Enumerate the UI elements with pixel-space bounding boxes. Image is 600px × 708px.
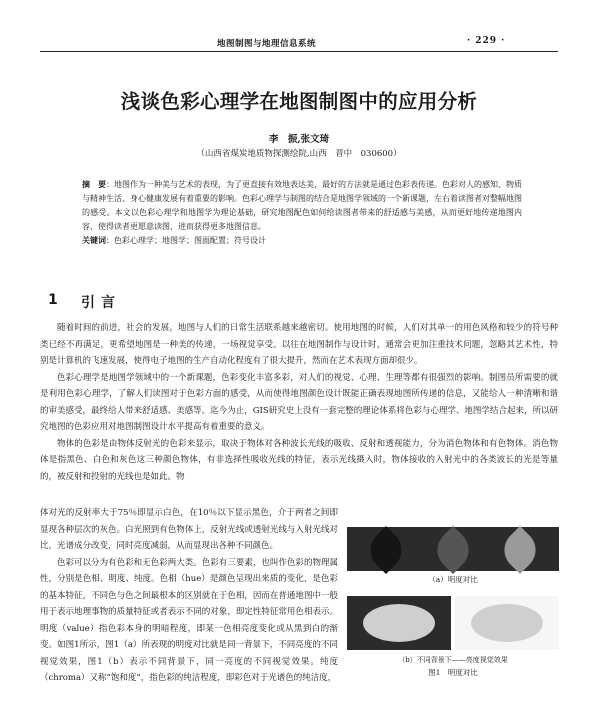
figure-1a-leaves-image — [347, 527, 559, 571]
running-header-journal: 地图制图与地理信息系统 — [217, 39, 317, 49]
keywords-paragraph — [82, 234, 522, 248]
figure-1b-image — [347, 596, 559, 650]
abstract-label: 摘 要 — [82, 180, 106, 189]
article-authors: 李 振,张文琦 — [268, 134, 330, 145]
article-affiliation: （山西省煤炭地质物探测绘院,山西 晋中 030600） — [196, 149, 402, 159]
body-text-left-column — [40, 505, 338, 687]
section-number: 1 — [48, 292, 58, 308]
body-paragraph: 物体的色彩是由物体反射光的色彩来显示，取决于物体对各种波长光线的吸收、反射和透视能力，分为消色物体和有色物体。消色物体是指黑色、白色和灰色这三种颜色物体，有非选择性吸收光线的特征，表示光线摄入时，物体接收的入射光中的各类波长的光是等量的，被反射和投射的光线也是如此。物 — [40, 438, 558, 482]
leaf-light — [496, 526, 544, 574]
dark-background-panel — [347, 596, 451, 650]
header-rule — [40, 51, 558, 52]
section-title: 引言 — [81, 295, 121, 311]
gray-ellipse — [471, 604, 543, 642]
running-header-page-number: · 229 · — [467, 36, 506, 46]
keywords-label: 关键词 — [82, 236, 106, 245]
figure-1b-caption: （b）不同背景下——亮度视觉效果 — [398, 656, 508, 664]
abstract-paragraph — [82, 178, 522, 234]
body-paragraph: 随着时间的前进，社会的发展，地图与人们的日常生活联系越来越密切。使用地图的时候，人们对其单一的用色风格和较少的符号种类已经不再满足，更希望地图是一种美的传递，一场视觉享受。以往在地图制作与设计时，通常会更加注重技术问题，忽略其艺术性，特别是计算机的飞速发展，使得电子地图的生产自动化程度有了很大提升，然而在艺术表现方面却很少。 — [40, 323, 558, 366]
leaf-medium — [429, 526, 477, 574]
body-paragraph: 色彩心理学是地图学领域中的一个新课题，色彩变化丰富多彩，对人们的视觉、心理、生理等都有很强烈的影响。制图员所需要的就是利用色彩心理学，了解人们读图对于色彩方面的感受，从而使得地图颜色设计既能正确表现地图所传递的信息，又能给人一种清晰和谐的审美感受，最终给人带来舒适感、美感等。迄今为止，GIS研究史上没有一套完整的理论体系将色彩与心理学、地图学结合起来，所以研究地图的色彩应用对地图制图设计水平提高有着重要的意义。 — [40, 372, 558, 432]
figure-1-caption: 图1 明度对比 — [428, 668, 478, 677]
abstract-block — [82, 178, 522, 248]
article-title: 浅谈色彩心理学在地图制图中的应用分析 — [120, 90, 478, 113]
gray-ellipse — [363, 604, 435, 642]
body-paragraph: 色彩可以分为有色彩和无色彩两大类。色彩有三要素，也叫作色彩的物理属性，分别是色相、明度、纯度。色相（hue）是颜色呈现出来质的变化，是色彩的基本特征，不同色与色之间最根本的区别就在于色相，因而在普通地图中一般用于表示地理事物的质量特征或者表示不同的对象，即定性特征常用色相表示。明度（value）指色彩本身的明暗程度，即某一色相亮度变化或从黑到白的渐变。如图1所示，图1（a）所表现的明度对比就是同一背景下，不同亮度的不同视觉效果，图1（b）表示不同背景下，同一亮度的不同视觉效果。纯度（chroma）又称“饱和度”，指色彩的纯洁程度，即彩色对于光谱色的纯洁度， — [40, 557, 338, 683]
leaf-dark — [362, 526, 410, 574]
body-text-full-width — [40, 320, 558, 485]
figure-1a-caption: （a）明度对比 — [428, 575, 478, 584]
body-paragraph: 体对光的反射率大于75％即显示白色，在10％以下显示黑色，介于两者之间即显现各种层次的灰色。白光照到有色物体上，反射光线或透射光线与入射光线对比，光谱成分改变，同时亮度减弱，从而显现出各种不同颜色。 — [40, 508, 338, 551]
light-background-panel — [455, 596, 559, 650]
keywords-text: ：色彩心理学；地图学；图面配置；符号设计 — [106, 236, 266, 245]
abstract-text: ：地图作为一种美与艺术的表现，为了更直接有效地表达美，最好的方法就是通过色彩表传递。色彩对人的感知、物质与精神生活、身心健康发展有着重要的影响。色彩心理学与制图的结合是地图学领域的一个新课题，左右着读图者对整幅地图的感受。本文以色彩心理学和地图学为理论基础，研究地图配色如何给读图者带来的舒适感与美感，从而更好地传递地图内容，使得读者更愿意读图，进而获得更多地图信息。 — [82, 180, 522, 231]
